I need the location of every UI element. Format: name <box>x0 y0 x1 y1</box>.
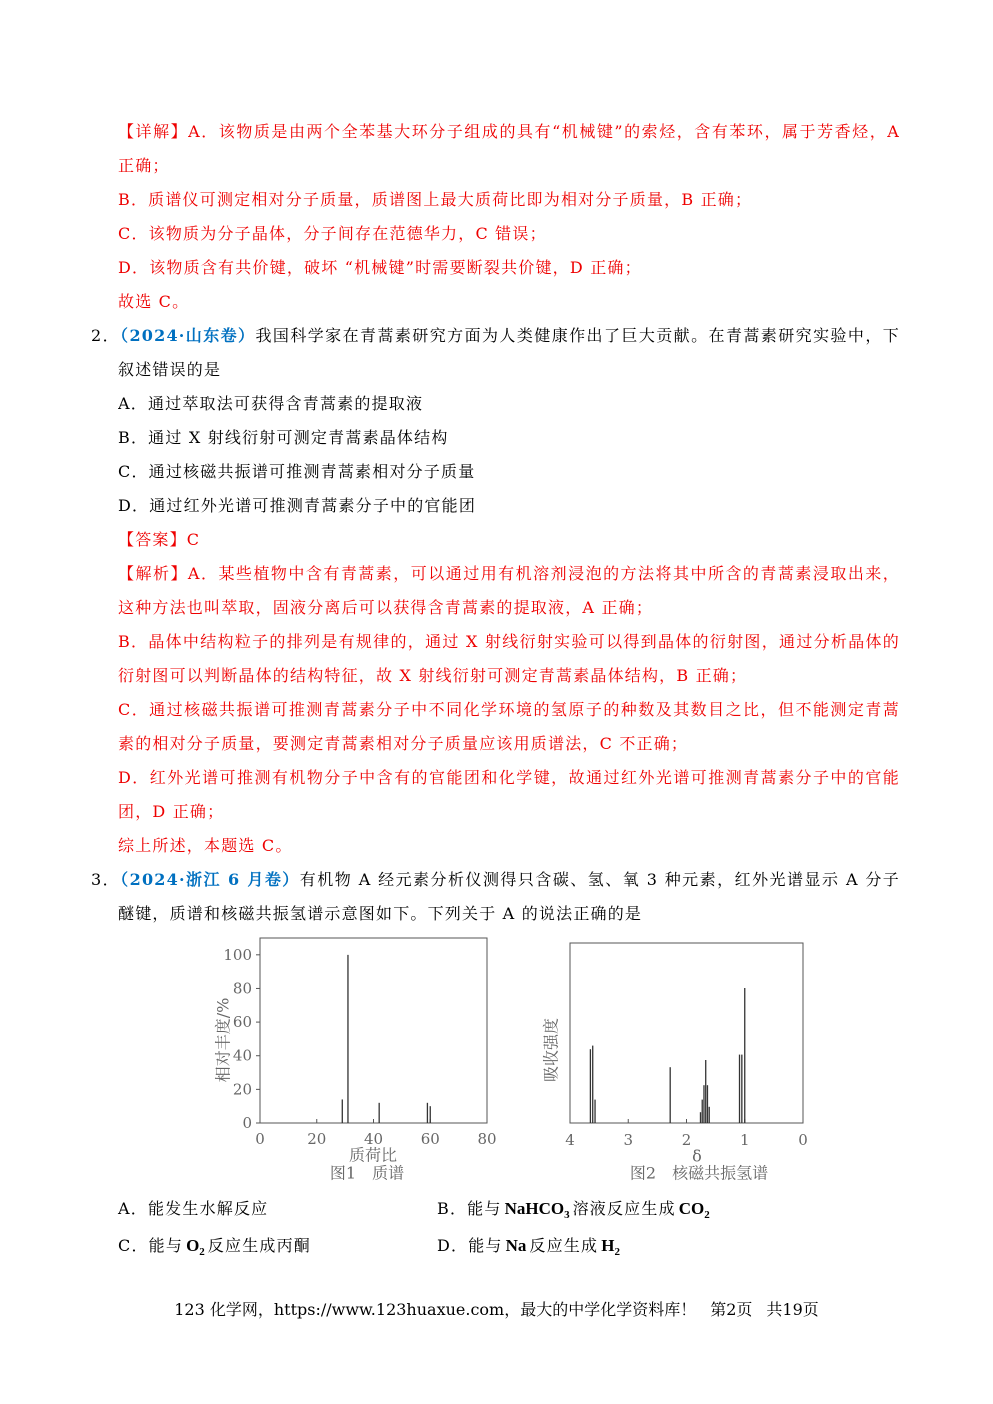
footer-page-total: 共19页 <box>766 1300 819 1319</box>
ms-x-tick-label: 60 <box>420 1130 440 1148</box>
option-text: 能与 <box>468 1236 503 1255</box>
explanation-conclusion: 故选 C。 <box>118 292 190 311</box>
answer-line: 【答案】C <box>118 530 201 549</box>
nmr-ylabel: 吸收强度 <box>541 1017 561 1083</box>
option-label: D． <box>437 1236 469 1255</box>
option-c <box>118 1229 311 1263</box>
nmr-caption: 图2 核磁共振氢谱 <box>629 1163 769 1183</box>
chemical-formula: Na <box>505 1236 527 1255</box>
option-d <box>437 1229 623 1263</box>
chemical-formula: $H_2$ <box>601 1236 620 1258</box>
nmr-spectrum-plot <box>565 943 808 1149</box>
nmr-spectrum-chart <box>542 943 808 1183</box>
ms-y-tick-label: 100 <box>223 945 252 964</box>
question-number: 3． <box>91 870 121 889</box>
nmr-xlabel: δ <box>692 1146 702 1166</box>
question-text: 我国科学家在青蒿素研究方面为人类健康作出了巨大贡献。在青蒿素研究实验中，下 <box>255 326 900 345</box>
ms-x-tick-label: 0 <box>255 1130 265 1148</box>
ms-x-tick-label: 20 <box>307 1130 327 1148</box>
ms-y-tick-label: 60 <box>232 1013 252 1032</box>
question-stem-line <box>91 319 900 353</box>
question-text: 有机物 A 经元素分析仪测得只含碳、氢、氧 3 种元素，红外光谱显示 A 分子 <box>299 870 900 889</box>
footer-page-number: 第2页 <box>710 1300 753 1319</box>
explanation-line: D．该物质含有共价键，破坏 “机械键”时需要断裂共价键，D 正确； <box>118 258 642 277</box>
ms-xlabel: 质荷比 <box>348 1145 398 1165</box>
nmr-plot-frame <box>570 943 803 1123</box>
option-text: 溶液反应生成 <box>572 1199 676 1218</box>
option-text: 能发生水解反应 <box>147 1199 269 1218</box>
nmr-x-tick-label: 3 <box>623 1131 634 1149</box>
analysis-line: B．晶体中结构粒子的排列是有规律的，通过 X 射线衍射实验可以得到晶体的衍射图，通过分析晶体的 <box>118 632 900 651</box>
analysis-line: D．红外光谱可推测有机物分子中含有的官能团和化学键，故通过红外光谱可推测青蒿素分子中的官能 <box>118 768 900 787</box>
ms-x-tick-label: 80 <box>477 1130 497 1148</box>
option-b: B．通过 X 射线衍射可测定青蒿素晶体结构 <box>118 428 449 447</box>
option-c: C．通过核磁共振谱可推测青蒿素相对分子质量 <box>118 462 476 481</box>
explanation-line: 正确； <box>118 156 170 175</box>
question-source: （2024·浙江 6 月卷） <box>120 870 300 889</box>
option-text: 能与 <box>467 1199 502 1218</box>
explanation-line: C．该物质为分子晶体，分子间存在范德华力，C 错误； <box>118 224 547 243</box>
option-text: 能与 <box>148 1236 184 1255</box>
analysis-line: 这种方法也叫萃取，固液分离后可以获得含青蒿素的提取液，A 正确； <box>118 598 654 617</box>
analysis-line: 【解析】A．某些植物中含有青蒿素，可以通过用有机溶剂浸泡的方法将其中所含的青蒿素浸取出来， <box>118 564 900 583</box>
explanation-line: 【详解】A．该物质是由两个全苯基大环分子组成的具有“机械键”的索烃，含有苯环，属于芳香烃，A <box>118 122 900 141</box>
ms-y-tick-label: 20 <box>232 1080 252 1099</box>
footer-site-text: 123 化学网，https://www.123huaxue.com，最大的中学化学资料库！ <box>174 1300 697 1319</box>
nmr-x-tick-label: 2 <box>681 1131 692 1149</box>
analysis-line: 素的相对分子质量，要测定青蒿素相对分子质量应该用质谱法，C 不正确； <box>118 734 689 753</box>
explanation-line: B．质谱仪可测定相对分子质量，质谱图上最大质荷比即为相对分子质量，B 正确； <box>118 190 753 209</box>
mass-spectrum-plot <box>223 938 496 1148</box>
option-text: 反应生成 <box>529 1236 599 1255</box>
chemical-formula: $O_2$ <box>186 1236 205 1258</box>
ms-y-tick-label: 0 <box>242 1114 252 1132</box>
ms-y-tick-label: 40 <box>232 1046 252 1065</box>
option-a <box>118 1192 268 1226</box>
chemical-formula: $CO_2$ <box>678 1199 710 1221</box>
ms-ylabel: 相对丰度/% <box>213 997 233 1083</box>
ms-y-tick-label: 80 <box>232 979 252 998</box>
page-content <box>0 115 993 931</box>
option-label: B． <box>437 1199 468 1218</box>
option-label: A． <box>118 1199 148 1218</box>
question-stem-line: 醚键，质谱和核磁共振氢谱示意图如下。下列关于 A 的说法正确的是 <box>118 904 643 923</box>
option-label: C． <box>118 1236 149 1255</box>
analysis-line: 衍射图可以判断晶体的结构特征，故 X 射线衍射可测定青蒿素晶体结构，B 正确； <box>118 666 748 685</box>
page-footer <box>0 1293 993 1327</box>
nmr-x-tick-label: 1 <box>739 1131 750 1149</box>
nmr-x-tick-label: 4 <box>565 1131 575 1149</box>
ms-plot-frame <box>260 938 487 1123</box>
spectra-figures <box>190 925 830 1190</box>
chemical-formula: NaHCO$_3$ <box>504 1199 570 1221</box>
option-d: D．通过红外光谱可推测青蒿素分子中的官能团 <box>118 496 477 515</box>
ms-x-tick-label: 40 <box>363 1130 384 1148</box>
nmr-x-tick-label: 0 <box>798 1131 808 1149</box>
analysis-conclusion: 综上所述，本题选 C。 <box>118 836 293 855</box>
analysis-line: C．通过核磁共振谱可推测青蒿素分子中不同化学环境的氢原子的种数及其数目之比，但不能测定青蒿 <box>118 700 900 719</box>
question-stem-line: 叙述错误的是 <box>118 360 222 379</box>
question-source: （2024·山东卷） <box>120 326 256 345</box>
mass-spectrum-chart <box>214 938 497 1183</box>
question-number: 2． <box>91 326 121 345</box>
option-a: A．通过萃取法可获得含青蒿素的提取液 <box>118 394 424 413</box>
ms-caption: 图1 质谱 <box>329 1163 405 1183</box>
option-b <box>437 1192 713 1226</box>
analysis-line: 团，D 正确； <box>118 802 225 821</box>
question-stem-line <box>91 863 900 897</box>
option-text: 反应生成丙酮 <box>207 1236 311 1255</box>
